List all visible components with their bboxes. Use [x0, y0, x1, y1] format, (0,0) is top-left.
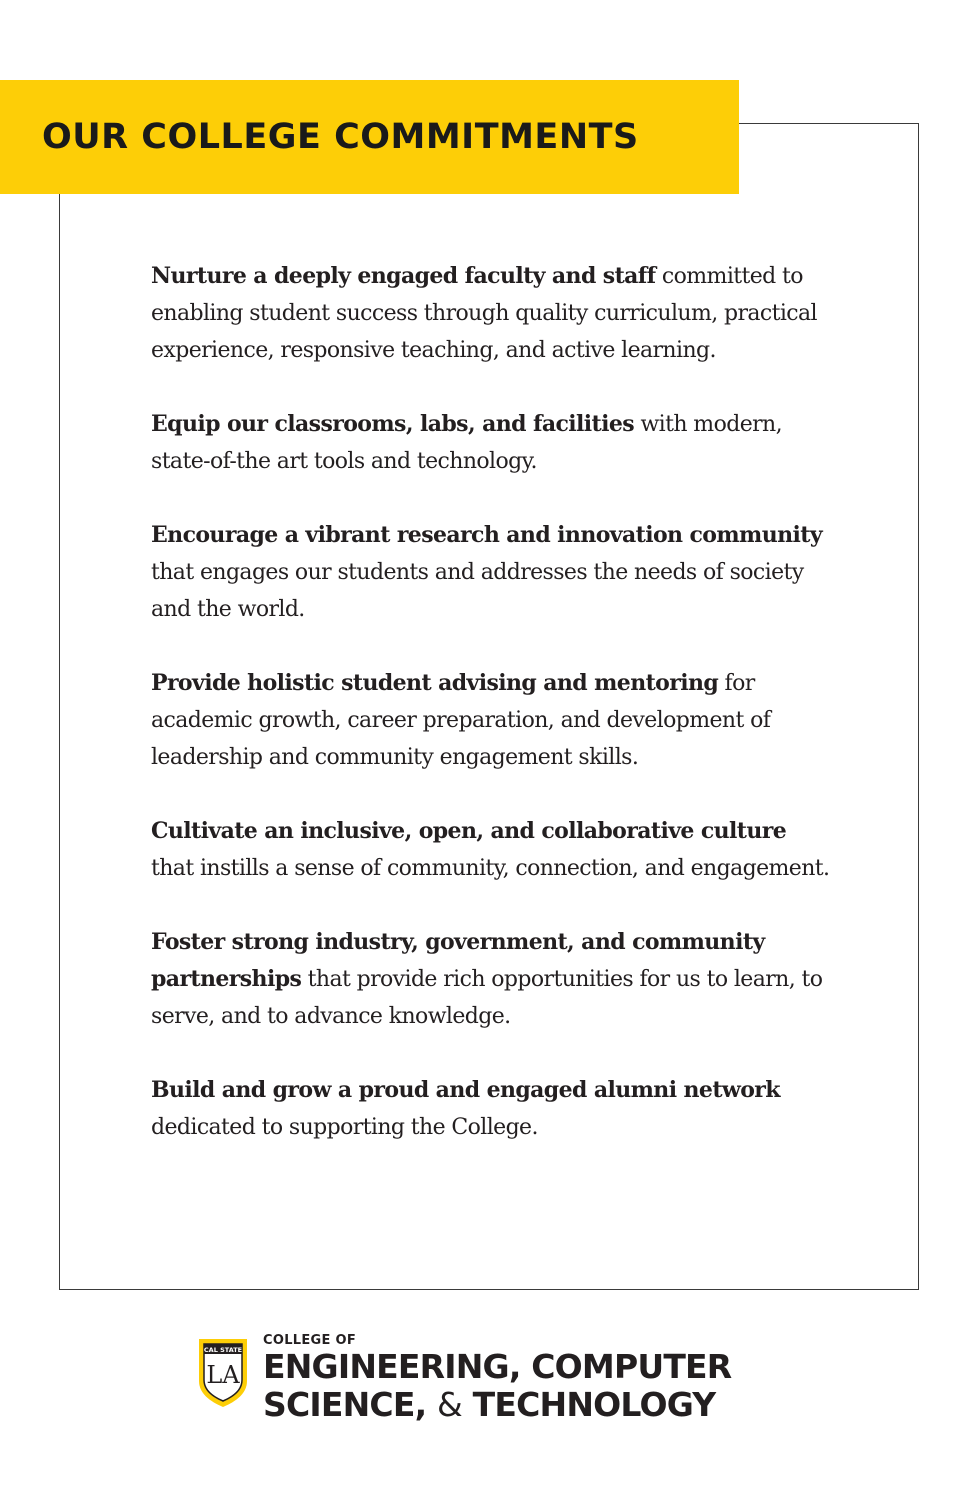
commitment-text: that provide rich opportunities for us to learn, to serve, and to advance knowledge. [151, 967, 823, 1029]
college-logo [195, 1333, 795, 1433]
logo-ampersand: & [437, 1385, 462, 1424]
commitment-item [151, 258, 831, 369]
commitment-item [151, 406, 831, 480]
commitments-list [151, 258, 831, 1183]
commitment-heading: Nurture a deeply engaged faculty and staff [151, 263, 656, 289]
commitment-heading: Provide holistic student advising and mentoring [151, 670, 719, 696]
commitment-item [151, 665, 831, 776]
commitment-heading: Encourage a vibrant research and innovation community [151, 522, 822, 548]
logo-college-of: COLLEGE OF [263, 1333, 357, 1348]
commitment-text: with modern, state-of-the art tools and technology. [151, 412, 782, 474]
shield-top-text: CAL STATE [203, 1346, 243, 1354]
commitment-text: that instills a sense of community, connection, and engagement. [151, 856, 830, 881]
logo-line-2-end: TECHNOLOGY [461, 1385, 716, 1424]
cal-state-la-shield-icon [195, 1333, 251, 1409]
page-title: OUR COLLEGE COMMITMENTS [42, 117, 639, 157]
commitment-text: that engages our students and addresses the needs of society and the world. [151, 560, 804, 622]
logo-line-1: ENGINEERING, COMPUTER [263, 1347, 732, 1386]
commitment-text: committed to enabling student success through quality curriculum, practical experience, responsive teaching, and active learning. [151, 264, 817, 363]
commitment-item [151, 1072, 831, 1146]
commitment-heading: Build and grow a proud and engaged alumni network [151, 1077, 780, 1103]
commitment-text: for academic growth, career preparation, and development of leadership and community engagement skills. [151, 671, 771, 770]
commitment-text: dedicated to supporting the College. [151, 1115, 538, 1140]
logo-line-2-start: SCIENCE, [263, 1385, 438, 1424]
commitment-heading: Equip our classrooms, labs, and facilities [151, 411, 635, 437]
commitment-item [151, 517, 831, 628]
commitment-heading: Foster strong industry, government, and community partnerships [151, 929, 765, 992]
commitment-item [151, 813, 831, 887]
logo-wordmark [263, 1333, 731, 1424]
logo-line-2 [263, 1386, 731, 1424]
commitment-heading: Cultivate an inclusive, open, and collaborative culture [151, 818, 787, 844]
shield-main-text: LA [206, 1361, 240, 1389]
commitment-item [151, 924, 831, 1035]
title-banner [0, 80, 739, 194]
